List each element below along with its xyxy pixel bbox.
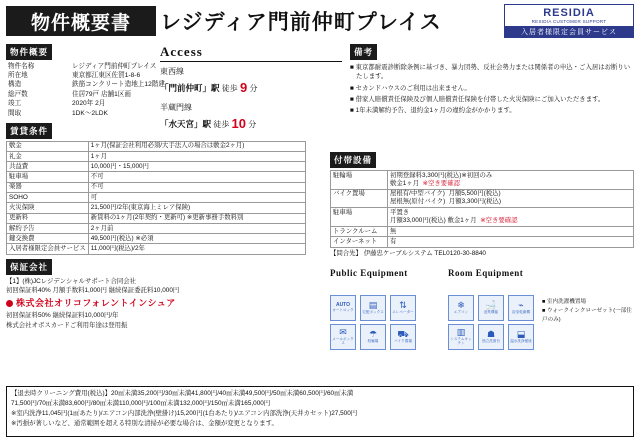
residia-logo: [504, 4, 634, 38]
elevator-icon: [390, 295, 416, 321]
air-conditioner-icon: [448, 295, 474, 321]
facility-key: 駐輪場: [331, 171, 388, 190]
icon-caption: 宅配ボックス: [362, 310, 384, 315]
table-row: [331, 226, 634, 237]
access-line-name: 東西線: [160, 67, 184, 76]
table-row: [7, 162, 306, 172]
list-item: ■ 1年未満解約予告、退約金1ヶ月の違約金がかかります。: [350, 107, 516, 115]
condition-key: 火災保険: [7, 203, 89, 213]
logo-subtitle: RESIDIA CUSTOMER SUPPORT: [531, 19, 607, 24]
access-line-name: 半蔵門線: [160, 102, 192, 112]
icon-glyph: ☂: [368, 329, 378, 340]
access-row: [160, 102, 342, 134]
document-header: [0, 0, 640, 42]
condition-key: 駐車場: [7, 172, 89, 182]
condition-key: 敷金: [7, 141, 89, 151]
guarantee-heading: 保証会社: [6, 259, 52, 275]
outline-key: 所在地: [8, 72, 28, 80]
remarks-list: [350, 63, 634, 115]
conditions-block: [6, 123, 306, 255]
condition-value: 新賃料の1ヶ月(2年契約・更新可) ※更新事務手数料別: [88, 213, 305, 223]
facility-key: 駐車場: [331, 208, 388, 227]
facility-value: 初期登録料3,300円(税込)※初回のみ 敷金1ヶ月 ※空き要確認: [388, 171, 634, 190]
facilities-block: [330, 152, 634, 258]
access-minutes: 10: [231, 115, 246, 131]
orico-mark-icon: [6, 300, 13, 307]
table-row: [331, 171, 634, 190]
condition-key: 入居者様限定会員サービス: [7, 244, 89, 254]
table-row: [331, 208, 634, 227]
icon-column: [330, 295, 356, 350]
facility-key: バイク置場: [331, 189, 388, 208]
condition-value: 11,000円(税込)/2年: [88, 244, 305, 254]
facility-value: 無: [388, 226, 634, 237]
icon-glyph: ☗: [486, 329, 496, 340]
facility-value: 平置き 月額33,000円(税込) 敷金1ヶ月 ※空き要確認: [388, 208, 634, 227]
access-walk-label: 徒歩: [221, 84, 238, 93]
outline-key: 竣工: [8, 100, 22, 108]
icon-caption: 独立洗面台: [482, 339, 500, 344]
motorbike-parking-icon: [390, 324, 416, 350]
facilities-heading: 付帯設備: [330, 152, 376, 168]
guarantee-line: 初回保証料50% 継続保証料10,000円/年: [6, 312, 119, 320]
icon-glyph: ⛟: [397, 329, 409, 340]
table-row: [7, 234, 306, 244]
equipment-headings: [330, 268, 634, 280]
availability-note: ※空き要確認: [480, 216, 518, 224]
icon-caption: メールボックス: [332, 337, 354, 345]
mailbox-icon: [330, 324, 356, 350]
table-row: [7, 213, 306, 223]
list-item: ■ セカンドハウスのご利用は出来ません。: [350, 84, 471, 92]
condition-value: 1ヶ月: [88, 151, 305, 161]
condition-value: 可: [88, 192, 305, 202]
outline-key: 間取: [8, 109, 22, 117]
wash-basin-icon: [478, 324, 504, 350]
outline-key: 構造: [8, 81, 22, 89]
bath-reheating-icon: [478, 295, 504, 321]
access-unit: 分: [248, 119, 257, 129]
table-row: [7, 203, 306, 213]
condition-value: 2ヶ月前: [88, 223, 305, 233]
public-equipment-icons: [330, 295, 416, 350]
icon-column: [448, 295, 474, 350]
icon-glyph: ▥: [456, 327, 466, 338]
condition-value: 21,500円/2年(東京海上ミレア保険): [88, 203, 305, 213]
facilities-contact: 【問合先】 伊藤忠ケーブルシステム TEL0120-30-8840: [330, 249, 486, 257]
access-minutes: 9: [239, 80, 248, 95]
outline-key: 総戸数: [8, 90, 28, 98]
condition-value: 不可: [88, 182, 305, 192]
condition-value: 10,000円・15,000円: [88, 162, 305, 172]
condition-key: 解約予告: [7, 223, 89, 233]
footer-line: 71,500円/70㎡未満83,600円/80㎡未満110,000円/100㎡未満132,000円/150㎡未満165,000円: [11, 400, 271, 408]
equipment-icons-area: [330, 280, 634, 345]
access-heading: Access: [160, 44, 203, 59]
orico-row: [6, 297, 306, 310]
condition-key: 共益費: [7, 162, 89, 172]
icon-glyph: ⇅: [399, 300, 407, 311]
guarantee-block: [6, 259, 306, 330]
icon-caption: 駐輪場: [367, 339, 379, 344]
outline-value: 鉄筋コンクリート造地上12階建: [72, 81, 165, 89]
condition-value: 49,500円(税込) ※必須: [88, 234, 305, 244]
icon-column: [478, 295, 504, 350]
outline-value: レジディア門前仲町プレイス: [72, 62, 157, 70]
icon-glyph: ⬓: [516, 329, 526, 340]
outline-heading: 物件概要: [6, 44, 52, 60]
outline-key: 物件名称: [8, 62, 35, 70]
list-item: ■ 東京都耐震診断除条例に基づき、暴力団勢、反社会勢力または関係者の申込・ご入居はお断りいたします。: [350, 64, 631, 81]
table-row: [7, 192, 306, 202]
outline-value: 東京都江東区佐賀1-8-6: [72, 72, 141, 80]
document-title: 物件概要書: [6, 6, 156, 36]
condition-key: 鍵交換費: [7, 234, 89, 244]
icon-column: [390, 295, 416, 350]
access-walk-label: 徒歩: [213, 119, 230, 129]
table-row: [331, 189, 634, 208]
room-equipment-heading: Room Equipment: [448, 268, 524, 278]
facility-value: 屋根有/中型バイク) 月額5,500円(税込) 屋根無(原付バイク) 月額3,300円(税込): [388, 189, 634, 208]
property-name: レジディア門前仲町プレイス: [160, 11, 442, 34]
footer-line: 【退去時クリーニング費用(税込)】20㎡未満35,200円/30㎡未満41,800円/40㎡未満49,500円/50㎡未満60,500円/60㎡未満: [11, 390, 354, 397]
footer-line: ※汚損が著しいなど、通常範囲を超える特別な清掃が必要な場合は、金額が変更となります。: [11, 420, 278, 428]
icon-column: [508, 295, 534, 350]
remarks-heading: 備考: [350, 44, 377, 60]
icon-caption: エアコン: [453, 310, 469, 315]
table-row: [331, 237, 634, 248]
equipment-note: ■ 室内洗濯機置場: [542, 298, 634, 307]
table-row: [7, 172, 306, 182]
outline-value: 1DK～2LDK: [72, 109, 108, 117]
facility-key: トランクルーム: [331, 226, 388, 237]
icon-glyph: ⌁: [518, 300, 524, 311]
icon-glyph: ▤: [368, 300, 378, 311]
facility-value: 有: [388, 237, 634, 248]
icon-caption: 追焚機能: [483, 310, 499, 315]
icon-glyph: ❄: [457, 300, 465, 311]
condition-key: 更新料: [7, 213, 89, 223]
table-row: [7, 182, 306, 192]
facilities-table: [330, 170, 634, 248]
remark-text: 東京都耐震診断除条例に基づき、暴力団勢、反社会勢力または関係者の申込・ご入居はお断りいたします。: [355, 64, 631, 81]
access-unit: 分: [249, 84, 258, 93]
table-row: [7, 244, 306, 254]
table-row: [7, 151, 306, 161]
public-equipment-heading: Public Equipment: [330, 268, 408, 278]
outline-value: 住居79戸 店舗1区画: [72, 90, 131, 98]
access-station: 「門前仲町」駅: [160, 83, 220, 93]
equipment-notes: [542, 298, 634, 325]
remark-text: セカンドハウスのご利用は出来ません。: [355, 84, 471, 92]
icon-column: [360, 295, 386, 350]
table-row: [7, 223, 306, 233]
bicycle-parking-icon: [360, 324, 386, 350]
condition-key: SOHO: [7, 192, 89, 202]
icon-caption: 浴室乾燥機: [512, 310, 530, 315]
icon-caption: バイク置場: [394, 339, 412, 344]
condition-value: 不可: [88, 172, 305, 182]
auto-lock-icon: [330, 295, 356, 321]
icon-glyph: AUTO: [335, 302, 351, 309]
equipment-block: [330, 268, 634, 345]
access-row: [160, 66, 342, 98]
list-item: ■ 借家人賠償責任保険及び個人賠償責任保険を付帯した火災保険にご加入いただきます。: [350, 95, 605, 103]
guarantee-line: 株式会社オボスカードご利用年途は登用振: [6, 321, 128, 329]
logo-service-band: 入居者様限定会員サービス: [505, 26, 633, 38]
remarks-block: [350, 44, 634, 117]
icon-caption: 温水洗浄便座: [510, 339, 532, 344]
remark-text: 1年未満解約予告、退約金1ヶ月の違約金がかかります。: [355, 107, 516, 115]
conditions-heading: 賃貸条件: [6, 123, 52, 139]
bathroom-dryer-icon: [508, 295, 534, 321]
availability-note: ※空き要確認: [422, 179, 460, 187]
icon-caption: システムキッチン: [450, 337, 472, 345]
remark-text: 借家人賠償責任保険及び個人賠償責任保険を付帯した火災保険にご加入いただきます。: [355, 95, 605, 103]
footer-notes: [6, 386, 634, 437]
icon-caption: オートロック: [332, 308, 354, 313]
orico-name: 株式会社オリコフォレントインシュア: [16, 298, 176, 309]
guarantee-line: 初回保証料40% 月額手数料1,000円 継続保証委託料10,000円: [6, 286, 180, 294]
conditions-table: [6, 141, 306, 255]
condition-value: 1ヶ月(保証会社利用必須/大手法人の場合は敷金2ヶ月): [88, 141, 305, 151]
icon-glyph: 🛁: [485, 300, 497, 311]
divider: [160, 61, 342, 62]
icon-glyph: ✉: [339, 327, 347, 338]
condition-key: 礼金: [7, 151, 89, 161]
access-station: 「水天宮」駅: [160, 118, 212, 129]
equipment-note: ■ ウォークインクローゼット(一部住戸のみ): [542, 307, 634, 325]
guarantee-line: 【1】(株)JCレジデンシャルサポート合同会社: [6, 277, 137, 285]
footer-line: ※室内洗浄11,045円(1㎡あたり)/エアコン内部洗浄(壁掛け)15,200円(1台あたり)/エアコン内部洗浄(天井カセット)27,500円: [11, 410, 358, 418]
room-equipment-icons: [448, 295, 534, 350]
outline-value: 2020年 2月: [72, 100, 106, 108]
washlet-icon: [508, 324, 534, 350]
guarantee-body: [6, 277, 306, 330]
logo-brand: RESIDIA: [543, 7, 595, 19]
system-kitchen-icon: [448, 324, 474, 350]
delivery-box-icon: [360, 295, 386, 321]
access-block: [160, 44, 342, 137]
icon-caption: エレベーター: [392, 310, 414, 315]
condition-key: 楽器: [7, 182, 89, 192]
table-row: [7, 141, 306, 151]
facility-key: インターネット: [331, 237, 388, 248]
